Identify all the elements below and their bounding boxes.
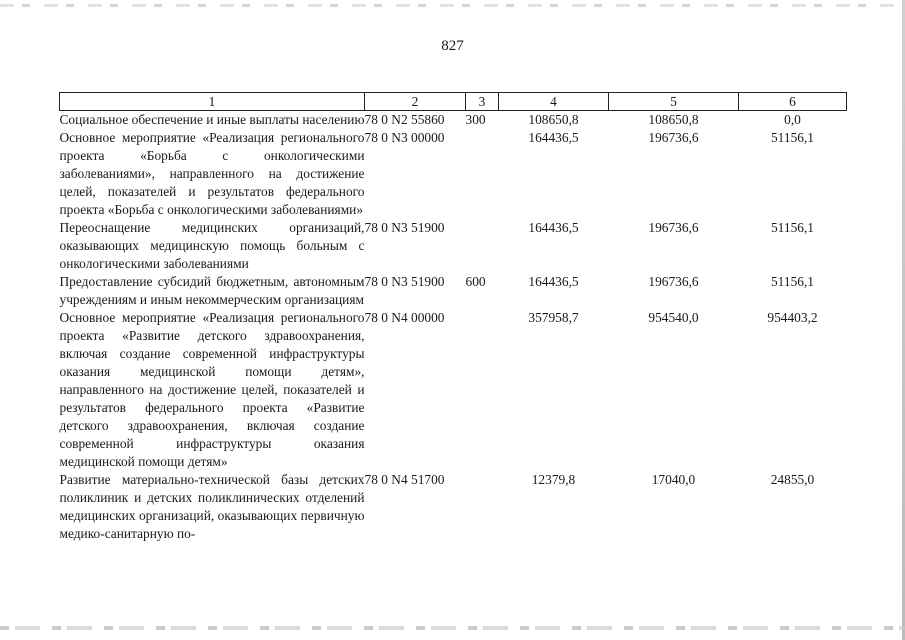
row-value-1: 108650,8 [528, 112, 579, 127]
row-value-2: 108650,8 [648, 112, 699, 127]
row-code: 78 0 N3 51900 [364, 220, 445, 235]
row-code: 78 0 N4 51700 [364, 472, 445, 487]
row-value-3: 51156,1 [770, 130, 815, 145]
scan-edge-top [0, 4, 905, 7]
column-header-4: 4 [499, 93, 609, 111]
row-value-2: 196736,6 [648, 130, 699, 145]
row-value-2: 954540,0 [648, 310, 699, 325]
row-value-2: 17040,0 [651, 472, 696, 487]
row-code: 78 0 N4 00000 [364, 310, 445, 325]
row-type: 300 [465, 112, 486, 127]
row-value-3: 24855,0 [770, 472, 815, 487]
row-name: Основное мероприятие «Реализация регионального проекта «Борьба с онкологическими заболеваниями», направленного на достижение целей, показателей и результатов федерального проекта «Борьба с онкологическими заболеваниями» [59, 130, 365, 217]
row-value-2: 196736,6 [648, 274, 699, 289]
row-value-1: 164436,5 [528, 274, 579, 289]
row-type [466, 129, 499, 219]
table-row [60, 309, 847, 471]
row-value-3: 954403,2 [767, 310, 818, 325]
header-row [60, 93, 847, 111]
row-value-1: 12379,8 [531, 472, 576, 487]
row-name: Предоставление субсидий бюджетным, автономным учреждениям и иным некоммерческим организациям [59, 274, 365, 307]
table-row [60, 273, 847, 309]
table-row [60, 111, 847, 130]
budget-table [59, 92, 847, 543]
row-value-1: 357958,7 [528, 310, 579, 325]
page-number: 827 [441, 38, 464, 54]
row-value-3: 0,0 [784, 112, 801, 127]
table-row [60, 129, 847, 219]
row-code: 78 0 N3 51900 [364, 274, 445, 289]
column-header-2: 2 [365, 93, 466, 111]
row-name: Основное мероприятие «Реализация регионального проекта «Развитие детского здравоохранения, включая создание современной инфраструктуры оказания медицинской помощи детям», направленного на достижение целей, показателей и результатов федерального проекта «Развитие детского здравоохранения, включая создание современной инфраструктуры оказания медицинской помощи детям» [59, 310, 365, 469]
row-type [466, 471, 499, 543]
row-type [466, 219, 499, 273]
table-row [60, 219, 847, 273]
column-header-3: 3 [466, 93, 499, 111]
row-code: 78 0 N3 00000 [364, 130, 445, 145]
row-code: 78 0 N2 55860 [364, 112, 445, 127]
row-type: 600 [465, 274, 486, 289]
row-value-2: 196736,6 [648, 220, 699, 235]
scan-edge-bottom [0, 626, 905, 630]
row-name: Развитие материально-технической базы детских поликлиник и детских поликлинических отделений медицинских организаций, оказывающих первичную медико-санитарную по- [59, 472, 365, 541]
column-header-1: 1 [60, 93, 365, 111]
table-row [60, 471, 847, 543]
row-name: Социальное обеспечение и иные выплаты населению [59, 112, 365, 127]
row-value-3: 51156,1 [770, 220, 815, 235]
row-name: Переоснащение медицинских организаций, оказывающих медицинскую помощь больным с онкологическими заболеваниями [59, 220, 365, 271]
column-header-5: 5 [609, 93, 739, 111]
row-value-1: 164436,5 [528, 130, 579, 145]
row-type [466, 309, 499, 471]
column-header-6: 6 [739, 93, 847, 111]
row-value-1: 164436,5 [528, 220, 579, 235]
row-value-3: 51156,1 [770, 274, 815, 289]
